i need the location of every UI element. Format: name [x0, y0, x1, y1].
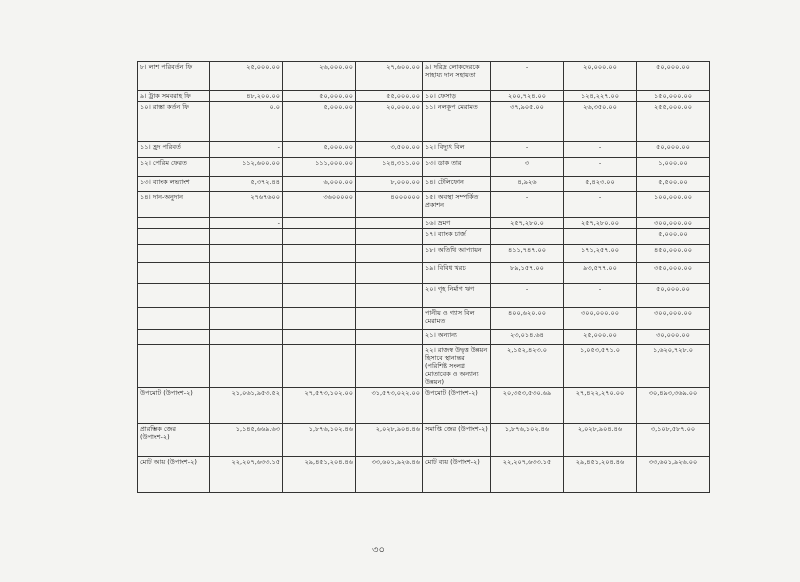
table-cell-c2 [210, 330, 283, 345]
table-cell-c4: ৩৩,৬০১,৯২৬.৪৬ [356, 457, 423, 493]
table-cell-c6: - [491, 142, 564, 158]
table-row [138, 424, 710, 457]
table-cell-c7: ৫,৪২৩.০০ [564, 177, 637, 192]
table-cell-c3 [283, 330, 356, 345]
table-cell-c7: ২৫৭,২৮০.০০ [564, 218, 637, 229]
table-cell-c1 [138, 345, 210, 388]
table-cell-c3: ২৯,৪৫১,২০৪.৪৬ [283, 457, 356, 493]
table-row [138, 62, 710, 91]
table-cell-c1: প্রারম্ভিক জের (উপাংশ-২) [138, 424, 210, 457]
table-cell-c2 [210, 263, 283, 284]
table-row [138, 192, 710, 218]
table-cell-c4: ৫৫,০০০.০০ [356, 91, 423, 102]
table-cell-c3: ৩৬০০০০০ [283, 192, 356, 218]
table-cell-c1: ১১। হ্রদ পরিবর্ত [138, 142, 210, 158]
table-cell-c6: - [491, 192, 564, 218]
table-cell-c4 [356, 218, 423, 229]
table-cell-c4: ৩,৫০০.০০ [356, 142, 423, 158]
table-row [138, 245, 710, 263]
table-cell-c3 [283, 284, 356, 308]
table-cell-c1: ১৪। দান-অনুদান [138, 192, 210, 218]
table-cell-c1 [138, 245, 210, 263]
table-cell-c4: ৩১,৫৭৩,০২২.০০ [356, 388, 423, 424]
table-cell-c1: উপমোট (উপাংশ-২) [138, 388, 210, 424]
table-cell-c4: ৮,০০০.০০ [356, 177, 423, 192]
table-cell-c1: ১৩। ব্যাংক লভ্যাংশ [138, 177, 210, 192]
table-cell-c2: ২৫,০০০.০০ [210, 62, 283, 91]
table-cell-c7: ২৯,৪৫১,২০৪.৪৬ [564, 457, 637, 493]
table-cell-c7: ১২৪,২২৭.০০ [564, 91, 637, 102]
table-cell-c8: ৫০,০০০.০০ [637, 284, 710, 308]
table-cell-c8: ১৫০,০০০.০০ [637, 91, 710, 102]
table-cell-c4: ৪০০০০০০ [356, 192, 423, 218]
table-cell-c1: মোট আয় (উপাংশ-২) [138, 457, 210, 493]
table-cell-c4 [356, 263, 423, 284]
table-row [138, 229, 710, 245]
table-cell-c7: - [564, 192, 637, 218]
table-cell-c7 [564, 229, 637, 245]
table-cell-c4 [356, 229, 423, 245]
table-cell-c4 [356, 284, 423, 308]
table-cell-c6: ৩ [491, 158, 564, 177]
table-cell-c3: ৫,০০০.০০ [283, 102, 356, 142]
table-row [138, 345, 710, 388]
table-cell-c6: - [491, 284, 564, 308]
table-cell-c8: ৫,০০০.০০ [637, 229, 710, 245]
table-row [138, 91, 710, 102]
table-cell-c2 [210, 308, 283, 330]
table-cell-c5: মোট ব্যয় (উপাংশ-২) [423, 457, 491, 493]
table-cell-c3: ৬,০০০.০০ [283, 177, 356, 192]
table-cell-c2 [210, 284, 283, 308]
table-cell-c1 [138, 229, 210, 245]
table-row [138, 284, 710, 308]
table-cell-c3 [283, 229, 356, 245]
table-cell-c7: ২৬,৩৫০.০০ [564, 102, 637, 142]
table-cell-c8: ৩৩,৬০১,৯২৬.০০ [637, 457, 710, 493]
table-cell-c7: - [564, 158, 637, 177]
table-cell-c8: ৩০,০০০.০০ [637, 330, 710, 345]
table-cell-c5: ১৯। বিবিধ খরচ [423, 263, 491, 284]
table-row [138, 388, 710, 424]
table-cell-c7: ১৭১,২৫৭.০০ [564, 245, 637, 263]
table-cell-c6: ৪০০,৬২০.০০ [491, 308, 564, 330]
table-cell-c8: ৩০,৪৯৩,৩৬৯.০০ [637, 388, 710, 424]
table-row [138, 330, 710, 345]
table-cell-c8: ৩,১০৮,৫৮৭.০০ [637, 424, 710, 457]
table-cell-c6: ৪১১,৭৪৭.০০ [491, 245, 564, 263]
table-cell-c5: ১৩। ডাক তার [423, 158, 491, 177]
table-cell-c6: ২০০,৭২৪.০০ [491, 91, 564, 102]
table-cell-c6: ৪,৯২৬ [491, 177, 564, 192]
table-cell-c1: ৮। লাশ পরিবর্তন ফি [138, 62, 210, 91]
table-cell-c6: ২৩,০১৪.৬৪ [491, 330, 564, 345]
table-cell-c3: ১,৮৭৬,১০২.৪৬ [283, 424, 356, 457]
table-cell-c7: ২০,০০০.০০ [564, 62, 637, 91]
table-cell-c3 [283, 345, 356, 388]
table-cell-c8: ১০০,০০০.০০ [637, 192, 710, 218]
table-cell-c6: ২৫৭,২৮০.০ [491, 218, 564, 229]
table-cell-c8: ১,০০০.০০ [637, 158, 710, 177]
table-cell-c5: ১৮। অতিথি আপ্যায়ন [423, 245, 491, 263]
table-cell-c6: ২,১৫২,৪২৩.০ [491, 345, 564, 388]
table-cell-c1: ১২। পেরিম ফেরত [138, 158, 210, 177]
table-cell-c1 [138, 330, 210, 345]
table-cell-c6: ৩৭,৯০৫.০০ [491, 102, 564, 142]
table-cell-c4 [356, 330, 423, 345]
table-cell-c5: ২১। অন্যান্য [423, 330, 491, 345]
table-cell-c7: ৯৩,৫৭৭.০০ [564, 263, 637, 284]
table-cell-c8: ২৫৫,০০০.০০ [637, 102, 710, 142]
table-cell-c7: - [564, 142, 637, 158]
table-cell-c3: ২৭,৫৭৩,১০২.০০ [283, 388, 356, 424]
table-cell-c5: ১২। বিদ্যুৎ বিল [423, 142, 491, 158]
table-cell-c8: ১,৬২০,৭২৮.০ [637, 345, 710, 388]
table-cell-c1 [138, 263, 210, 284]
table-cell-c5: ২২। রাজস্ব উদ্বৃত্ত উন্নয়ন হিসাবে স্থানান্তর (পরিশিষ্ট সংলগ্ন মোতাবেক ও অন্যান্য উন্নয়ন) [423, 345, 491, 388]
table-cell-c4: ১২৪,৩১১.০০ [356, 158, 423, 177]
table-cell-c5: ১৫। অবস্থা সম্পর্কিত প্রকাশন [423, 192, 491, 218]
table-cell-c6: ২২,২০৭,৬৩৩.১৫ [491, 457, 564, 493]
table-cell-c5: ৯। দরিদ্র লোকদেরকে সাহায্য দান সহায়তা [423, 62, 491, 91]
table-cell-c5: ১০। ফেসাড় [423, 91, 491, 102]
table-cell-c5: পানীয় ও গ্যাস বিল মেরামত [423, 308, 491, 330]
table-cell-c2: ১১২,৬০০.০০ [210, 158, 283, 177]
table-cell-c3: ৫০,০০০.০০ [283, 91, 356, 102]
table-cell-c2: - [210, 142, 283, 158]
table-cell-c7: ২৫,০০০.০০ [564, 330, 637, 345]
table-cell-c6: - [491, 62, 564, 91]
table-cell-c3: ৫,০০০.০০ [283, 142, 356, 158]
table-cell-c1 [138, 218, 210, 229]
table-row [138, 158, 710, 177]
table-cell-c7: ১,০৫৩,৫৭১.০ [564, 345, 637, 388]
table-body [138, 62, 710, 493]
table-cell-c3 [283, 245, 356, 263]
table-row [138, 142, 710, 158]
table-cell-c8: ৩০০,০০০.০০ [637, 218, 710, 229]
table-cell-c5: ১৪। টেলিফোন [423, 177, 491, 192]
table-cell-c1 [138, 308, 210, 330]
table-cell-c6: ২০,৩৫৩,৫৩০.৬৯ [491, 388, 564, 424]
table-cell-c7: - [564, 284, 637, 308]
table-cell-c7: ৩০০,০০০.০০ [564, 308, 637, 330]
table-cell-c5: ২০। গৃহ নির্মাণ ঋণ [423, 284, 491, 308]
table-cell-c6: ৮৯,১৫৭.০০ [491, 263, 564, 284]
table-cell-c5: উপমোট (উপাংশ-২) [423, 388, 491, 424]
table-cell-c4 [356, 308, 423, 330]
table-cell-c5: ১১। নলকূপ মেরামত [423, 102, 491, 142]
table-cell-c5: ১৬। ভ্রমণ [423, 218, 491, 229]
table-cell-c1 [138, 284, 210, 308]
table-cell-c3: ১১১,০০০.০০ [283, 158, 356, 177]
table-cell-c4 [356, 345, 423, 388]
table-row [138, 218, 710, 229]
table-row [138, 263, 710, 284]
table-cell-c4: ২০,০০০.০০ [356, 102, 423, 142]
table-cell-c2: - [210, 218, 283, 229]
table-cell-c2 [210, 345, 283, 388]
table-row [138, 457, 710, 493]
page-number: ৩০ [372, 545, 386, 556]
table-cell-c8: ৩০০,০০০.০০ [637, 308, 710, 330]
table-cell-c8: ৪৫০,০০০.০০ [637, 245, 710, 263]
table-row [138, 308, 710, 330]
table-cell-c2: ২১,০৬১,৯৫৩.৫২ [210, 388, 283, 424]
table-cell-c8: ৫০,০০০.০০ [637, 142, 710, 158]
table-cell-c1: ৯। ট্রাক সমবরাহ ফি [138, 91, 210, 102]
table-row [138, 177, 710, 192]
table-cell-c1: ১০। রাস্তা কর্তন ফি [138, 102, 210, 142]
table-cell-c2: ০.০ [210, 102, 283, 142]
table-cell-c3: ২৬,০০০.০০ [283, 62, 356, 91]
table-cell-c4: ২৭,৬০০.০০ [356, 62, 423, 91]
table-cell-c4: ২,০২৮,৯০৪.৪৬ [356, 424, 423, 457]
table-cell-c4 [356, 245, 423, 263]
table-cell-c8: ৩৫০,০০০.০০ [637, 263, 710, 284]
budget-table [137, 61, 710, 493]
table-cell-c7: ২,০২৮,৯০৪.৪৬ [564, 424, 637, 457]
table-cell-c3 [283, 218, 356, 229]
table-cell-c3 [283, 308, 356, 330]
table-row [138, 102, 710, 142]
table-cell-c8: ৫০,০০০.০০ [637, 62, 710, 91]
table-cell-c5: সমাপ্তি জের (উপাংশ-২) [423, 424, 491, 457]
table-cell-c6 [491, 229, 564, 245]
table-cell-c2 [210, 229, 283, 245]
table-cell-c2: ২৭৬৭৬০০ [210, 192, 283, 218]
table-cell-c7: ২৭,৪২২,২৭০.০০ [564, 388, 637, 424]
table-cell-c2: ৪৮,২০০.০০ [210, 91, 283, 102]
table-cell-c2: ৫,৩৭২.৪৪ [210, 177, 283, 192]
table-cell-c2: ২২,২০৭,৬৩৩.১৫ [210, 457, 283, 493]
table-cell-c3 [283, 263, 356, 284]
table-cell-c8: ৫,৫০০.০০ [637, 177, 710, 192]
table-cell-c5: ১৭। ব্যাংক চার্জ [423, 229, 491, 245]
table-cell-c2: ১,১৪৫,৬৬৯.৬৩ [210, 424, 283, 457]
table-cell-c2 [210, 245, 283, 263]
table-cell-c6: ১,৮৭৬,১০২.৪৬ [491, 424, 564, 457]
